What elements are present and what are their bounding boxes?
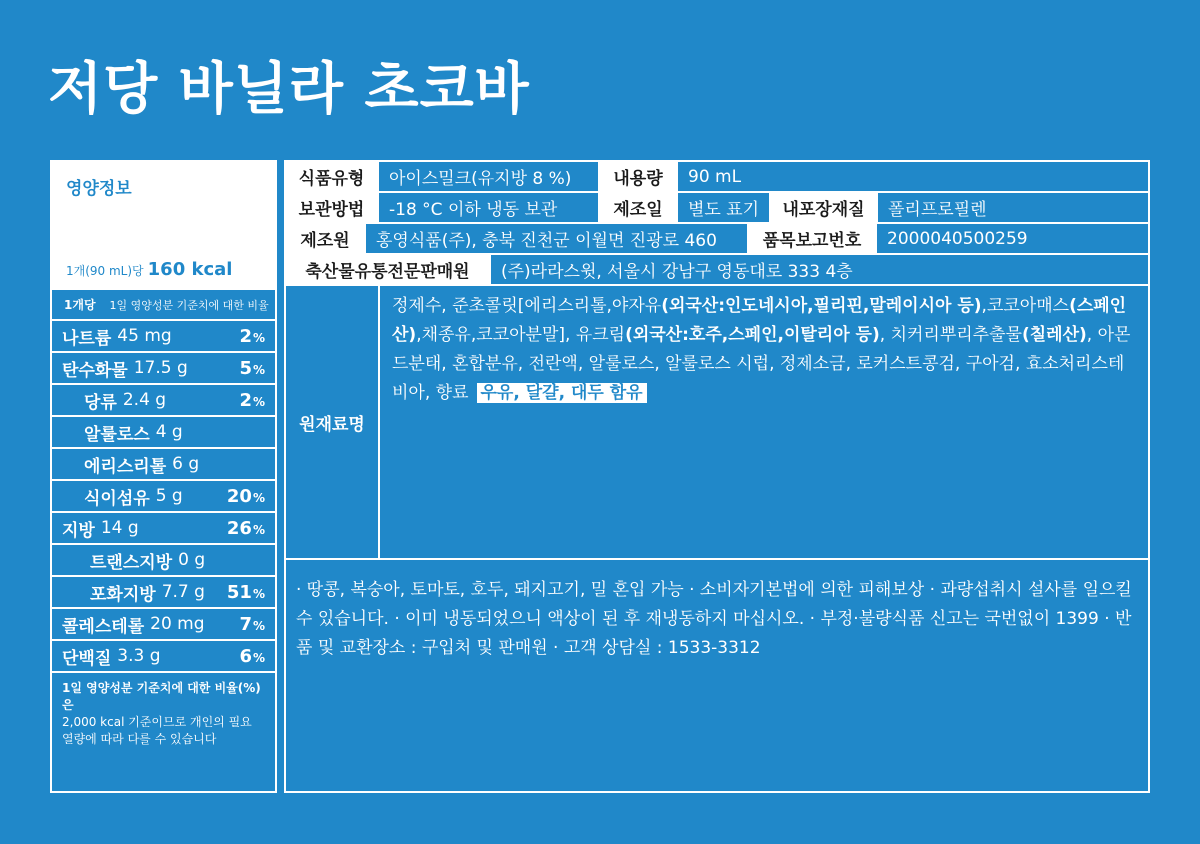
nutrient-amount: 20 mg (150, 614, 205, 634)
nutrient-amount: 0 g (178, 550, 206, 570)
packaging-label: 내포장재질 (771, 193, 878, 222)
packaging-value: 폴리프로필렌 (888, 200, 987, 220)
nutrient-percent: 7% (239, 613, 265, 635)
nutrient-name: 알룰로스 (84, 424, 150, 445)
nutrition-panel (50, 160, 277, 793)
nutrient-row-protein (52, 641, 275, 673)
storage-label: 보관방법 (286, 193, 379, 222)
maker-value: 홍영식품(주), 충북 진천군 이월면 진광로 460 (366, 224, 749, 253)
info-row-2 (286, 193, 1148, 224)
nutrition-header (52, 162, 275, 290)
nutrient-row-erythritol (52, 449, 275, 481)
ingredients-row (286, 286, 1148, 560)
mfg-date-value: 별도 표기 (678, 193, 771, 222)
info-row-3 (286, 224, 1148, 255)
nutrient-percent: 2% (239, 325, 265, 347)
nutrition-heading: 영양정보 (66, 179, 132, 199)
nutrient-percent: 26% (226, 517, 265, 539)
nutrient-name: 탄수화물 (62, 360, 128, 381)
nutrient-row-sodium (52, 321, 275, 353)
seller-value: (주)라라스윗, 서울시 강남구 영동대로 333 4층 (501, 262, 853, 282)
serving-size: 1개(90 mL)당 (66, 264, 144, 278)
mfg-date-label: 제조일 (600, 193, 678, 222)
per-unit-label: 1개당 (64, 298, 96, 312)
nutrient-amount: 7.7 g (161, 582, 205, 602)
info-row-1 (286, 162, 1148, 193)
maker-label: 제조원 (286, 224, 366, 253)
nutrient-amount: 45 mg (117, 326, 172, 346)
nutrient-amount: 5 g (155, 486, 183, 506)
ingredients-text: 정제수, 준초콜릿[에리스리톨,야자유(외국산:인도네시아,필리핀,말레이시아 등),코코아매스(스페인산),채종유,코코아분말], 유크림(외국산:호주,스페인,이탈리아 등), 치커리뿌리추출물(칠레산), 아몬드분태, 혼합분유, 전란액, 알룰로스, 알룰로스 시럽, 정제소금, 로커스트콩검, 구아검, 효소처리스테비아, 향료 우유, 달걀, 대두 함유 (392, 296, 1131, 403)
nutrient-name: 포화지방 (90, 584, 156, 605)
seller-label: 축산물유통전문판매원 (286, 255, 491, 284)
food-type-value: 아이스밀크(유지방 8 %) (379, 162, 600, 191)
volume-label: 내용량 (600, 162, 678, 191)
nutrient-name: 식이섬유 (84, 488, 150, 509)
report-no-value: 2000040500259 (887, 228, 1028, 249)
nutrient-name: 지방 (62, 520, 95, 541)
nutrient-row-sugars (52, 385, 275, 417)
nutrition-serving (66, 259, 232, 280)
nutrient-row-fat (52, 513, 275, 545)
nutrient-percent: 6% (239, 645, 265, 667)
nutrient-amount: 14 g (100, 518, 139, 538)
food-type-label: 식품유형 (286, 162, 379, 191)
nutrient-percent: 5% (239, 357, 265, 379)
page-title: 저당 바닐라 초코바 (48, 57, 530, 122)
product-info-table (284, 160, 1150, 793)
footnote-bold: 1일 영양성분 기준치에 대한 비율(%)은 (62, 681, 261, 712)
daily-value-label: 1일 영양성분 기준치에 대한 비율 (109, 298, 269, 312)
nutrient-percent: 2% (239, 389, 265, 411)
nutrition-subheader (52, 290, 275, 321)
nutrient-name: 당류 (84, 392, 117, 413)
calories: 160 kcal (147, 259, 233, 280)
allergen-badge: 우유, 달걀, 대두 함유 (477, 383, 647, 403)
nutrient-name: 에리스리톨 (84, 456, 167, 477)
nutrient-amount: 2.4 g (122, 390, 167, 410)
nutrient-row-cholesterol (52, 609, 275, 641)
nutrition-footnote (52, 673, 275, 748)
nutrient-percent: 51% (226, 581, 265, 603)
ingredients-label: 원재료명 (286, 286, 380, 558)
nutrient-percent: 20% (226, 485, 265, 507)
nutrient-row-allulose (52, 417, 275, 449)
volume-value: 90 mL (688, 166, 742, 187)
storage-value: -18 °C 이하 냉동 보관 (379, 193, 600, 222)
nutrient-row-fiber (52, 481, 275, 513)
info-row-4 (286, 255, 1148, 286)
caution-notice: · 땅콩, 복숭아, 토마토, 호두, 돼지고기, 밀 혼입 가능 · 소비자기본법에 의한 피해보상 · 과량섭취시 설사를 일으킬 수 있습니다. · 이미 냉동되었으니 액상이 된 후 재냉동하지 마십시오. · 부정·불량식품 신고는 국번없이 1399 · 반품 및 교환장소 : 구입처 및 판매원 · 고객 상담실 : 1533-3312 (296, 580, 1132, 658)
nutrient-amount: 17.5 g (133, 358, 188, 378)
nutrient-name: 콜레스테롤 (62, 616, 145, 637)
nutrient-row-saturated-fat (52, 577, 275, 609)
nutrient-amount: 3.3 g (117, 646, 161, 666)
nutrient-name: 나트륨 (62, 328, 112, 349)
nutrient-row-trans-fat (52, 545, 275, 577)
nutrient-row-carbohydrate (52, 353, 275, 385)
nutrient-name: 트랜스지방 (90, 552, 173, 573)
nutrient-amount: 6 g (172, 454, 200, 474)
footnote-text: 2,000 kcal 기준이므로 개인의 필요 열량에 따라 다를 수 있습니다 (62, 715, 252, 746)
nutrient-amount: 4 g (155, 422, 183, 442)
nutrient-name: 단백질 (62, 648, 112, 669)
report-no-label: 품목보고번호 (749, 224, 877, 253)
